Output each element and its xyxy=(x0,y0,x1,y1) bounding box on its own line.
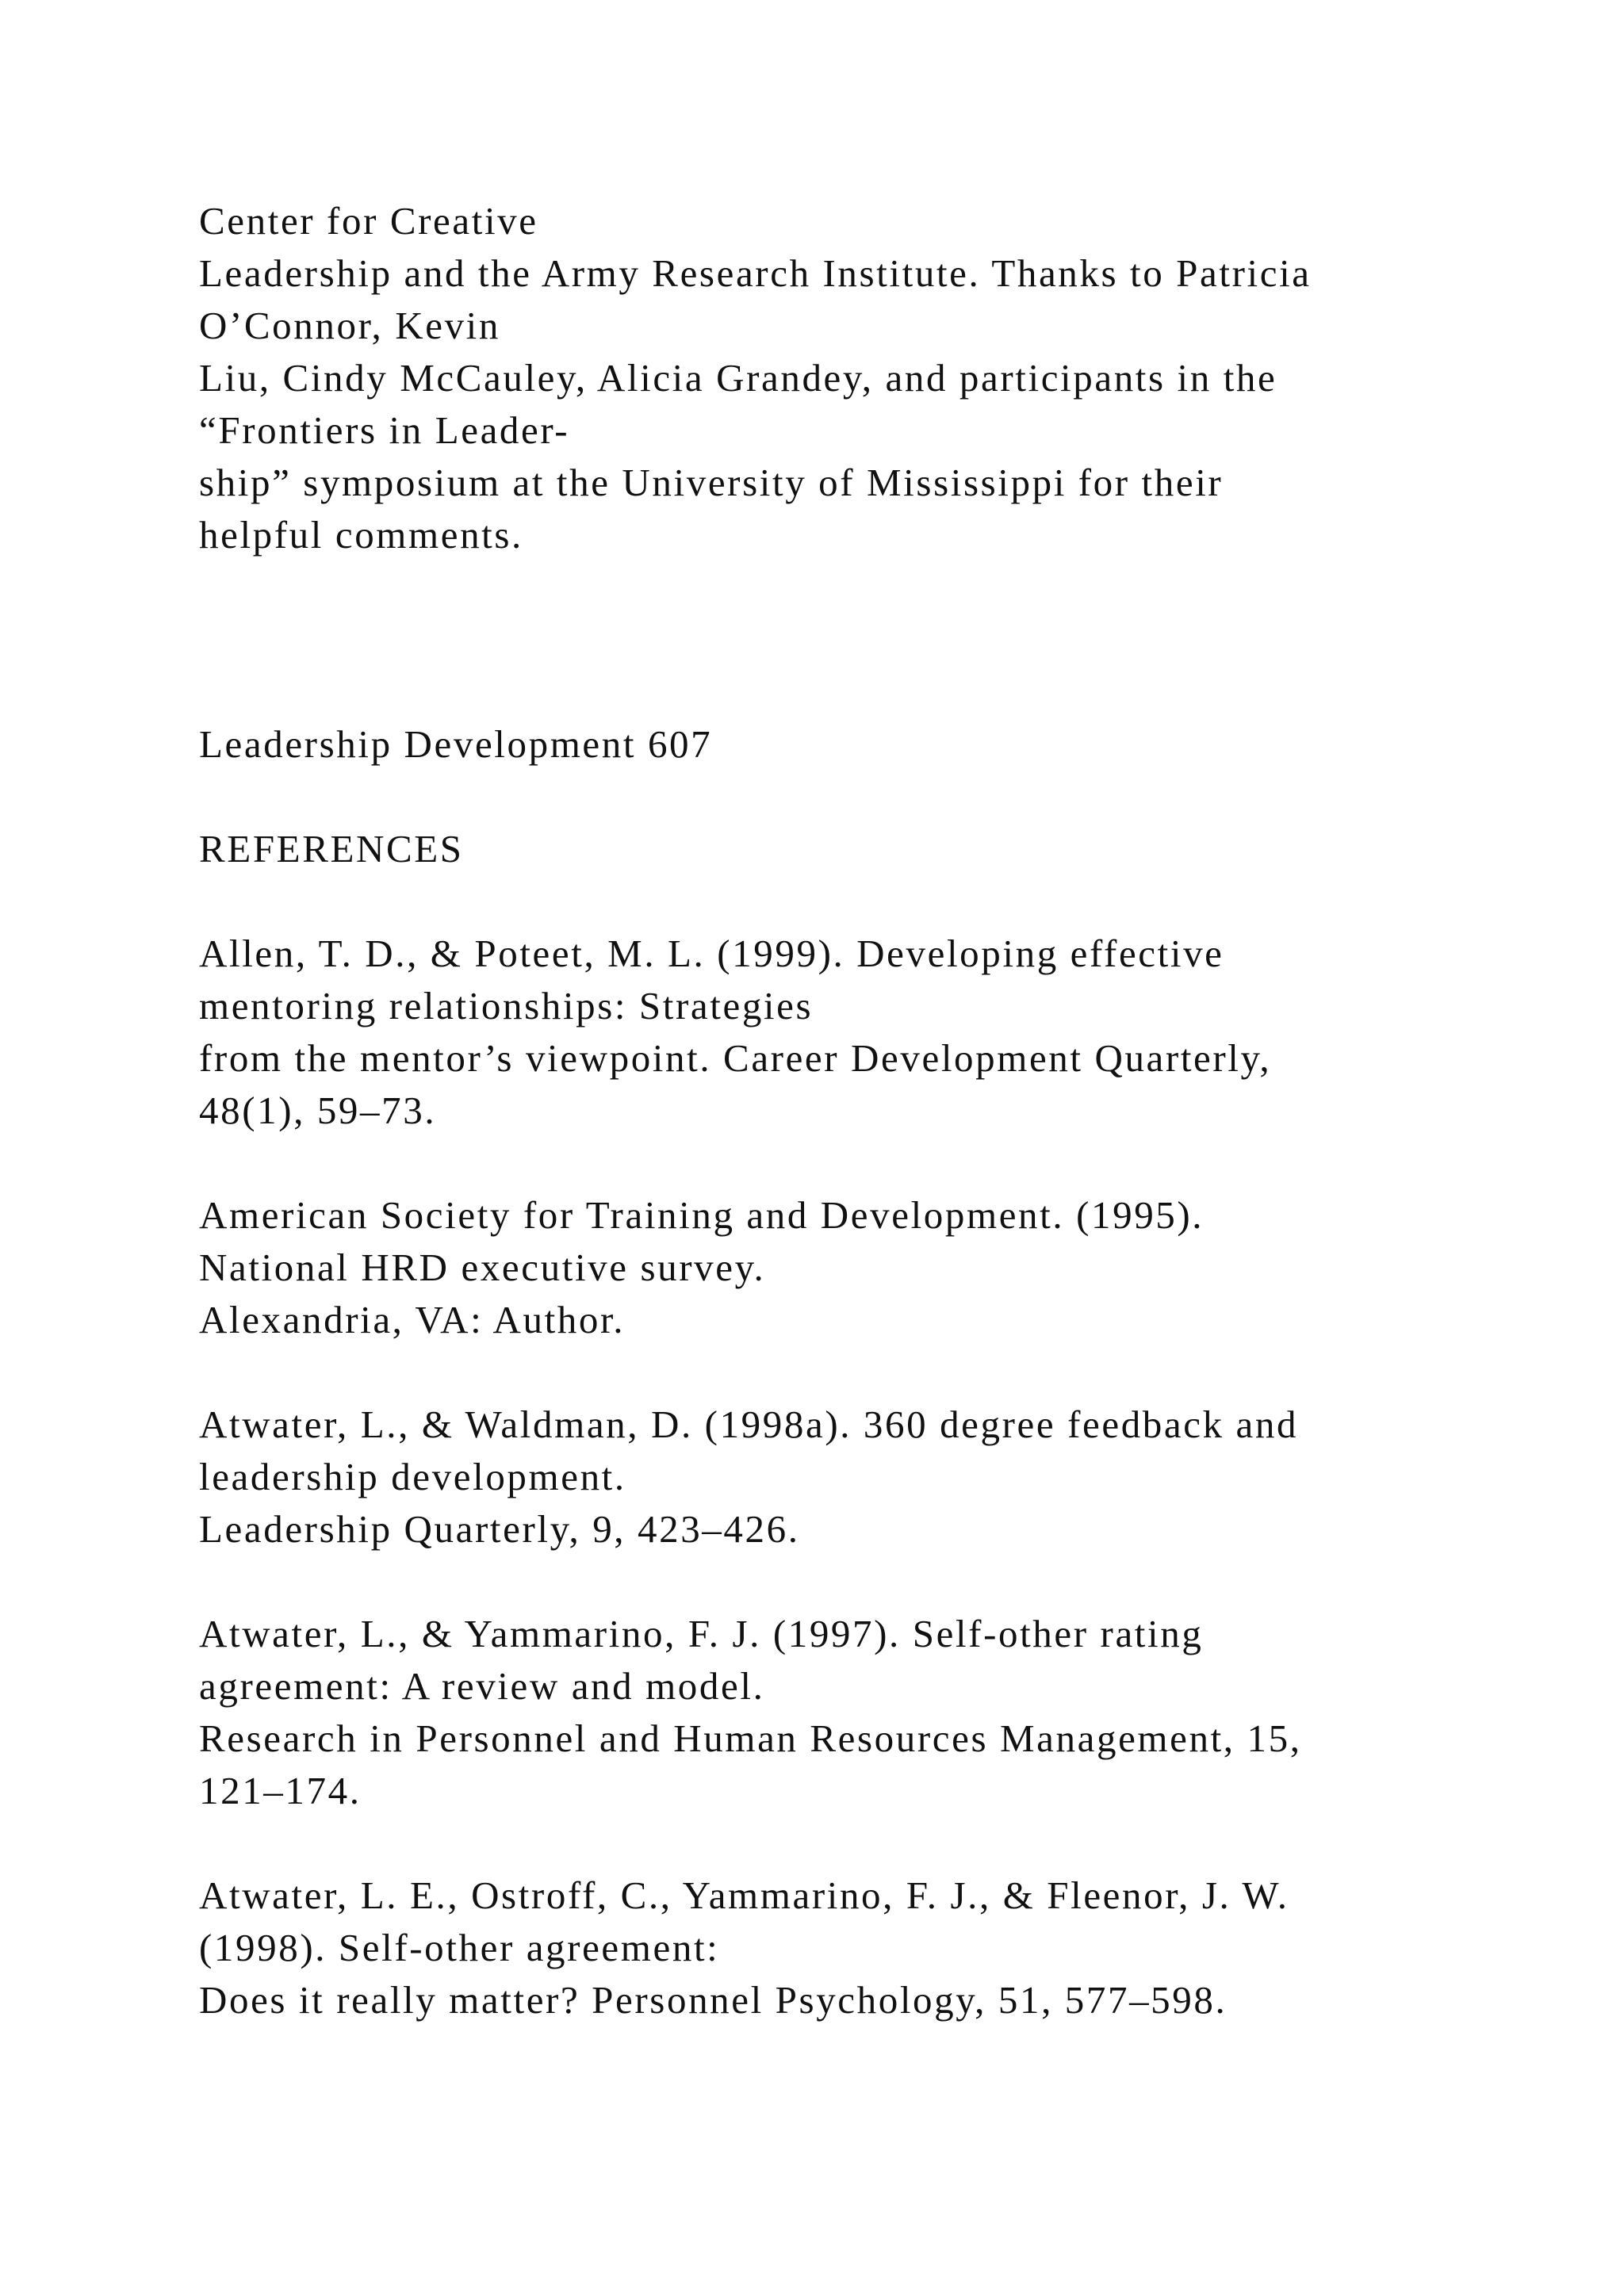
acknowledgment-line: helpful comments. xyxy=(199,513,523,557)
reference-line: leadership development. xyxy=(199,1455,626,1498)
acknowledgment-line: Center for Creative xyxy=(199,199,538,243)
document-text xyxy=(199,195,1547,2026)
reference-line: 48(1), 59–73. xyxy=(199,1089,437,1132)
reference-line: from the mentor’s viewpoint. Career Development Quarterly, xyxy=(199,1036,1272,1080)
references-heading: REFERENCES xyxy=(199,827,464,871)
reference-line: Does it really matter? Personnel Psychology, 51, 577–598. xyxy=(199,1978,1228,2022)
reference-entry xyxy=(199,1399,1547,1556)
reference-line: agreement: A review and model. xyxy=(199,1664,765,1708)
reference-line: Atwater, L., & Yammarino, F. J. (1997). Self-other rating xyxy=(199,1612,1204,1655)
acknowledgment-paragraph xyxy=(199,195,1547,561)
reference-entry xyxy=(199,1189,1547,1346)
reference-line: Research in Personnel and Human Resources Management, 15, xyxy=(199,1716,1302,1760)
reference-entry xyxy=(199,928,1547,1137)
reference-line: Atwater, L. E., Ostroff, C., Yammarino, F. J., & Fleenor, J. W. xyxy=(199,1873,1289,1917)
reference-entry xyxy=(199,1608,1547,1817)
acknowledgment-line: ship” symposium at the University of Mississippi for their xyxy=(199,461,1224,504)
reference-line: Alexandria, VA: Author. xyxy=(199,1298,626,1341)
acknowledgment-line: Leadership and the Army Research Institute. Thanks to Patricia xyxy=(199,251,1312,295)
reference-line: Leadership Quarterly, 9, 423–426. xyxy=(199,1507,800,1551)
reference-line: mentoring relationships: Strategies xyxy=(199,984,814,1027)
acknowledgment-line: Liu, Cindy McCauley, Alicia Grandey, and participants in the xyxy=(199,356,1277,400)
reference-entry xyxy=(199,1869,1547,2026)
reference-line: Atwater, L., & Waldman, D. (1998a). 360 degree feedback and xyxy=(199,1402,1299,1446)
reference-line: Allen, T. D., & Poteet, M. L. (1999). Developing effective xyxy=(199,932,1224,975)
reference-line: National HRD executive survey. xyxy=(199,1246,766,1289)
running-header: Leadership Development 607 xyxy=(199,722,713,766)
reference-line: 121–174. xyxy=(199,1769,362,1812)
acknowledgment-line: “Frontiers in Leader- xyxy=(199,408,570,452)
reference-line: (1998). Self-other agreement: xyxy=(199,1926,720,1969)
reference-line: American Society for Training and Development. (1995). xyxy=(199,1193,1205,1237)
acknowledgment-line: O’Connor, Kevin xyxy=(199,304,500,347)
